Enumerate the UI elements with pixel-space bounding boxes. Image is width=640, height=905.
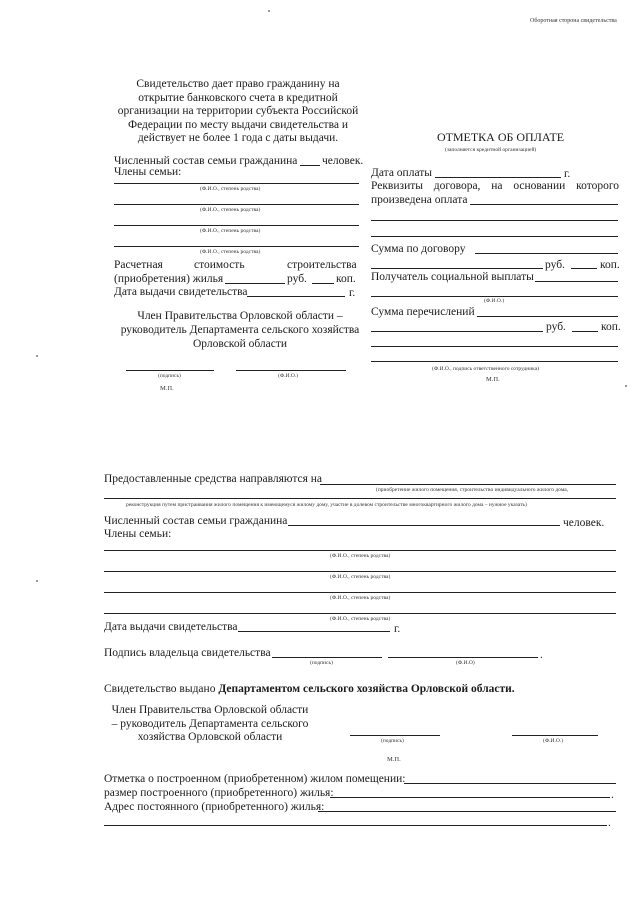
contract-sum-kop-field[interactable] (571, 268, 597, 269)
scan-speck (625, 385, 627, 387)
member-caption: (Ф.И.О., степень родства) (200, 186, 261, 192)
stamp-place: М.П. (387, 756, 401, 763)
issue-date-field[interactable] (238, 631, 390, 632)
family-count-field[interactable] (288, 525, 560, 526)
transfer-details-field[interactable] (371, 346, 618, 347)
housing-mark-label: Отметка о построенном (приобретенном) жилом помещении: (104, 773, 406, 785)
signature-caption: (подпись) (310, 660, 333, 666)
stamp-place: М.П. (486, 376, 500, 383)
kop-label: коп. (600, 259, 620, 271)
member-caption: (Ф.И.О., степень родства) (200, 228, 261, 234)
rub-label: руб. (545, 259, 565, 271)
scan-speck (36, 355, 38, 357)
family-count-field[interactable] (300, 165, 320, 166)
recipient-field[interactable] (535, 281, 618, 282)
scan-speck (36, 580, 38, 582)
member-caption: (Ф.И.О., степень родства) (200, 249, 261, 255)
fio-field[interactable] (236, 370, 346, 371)
official-title: Член Правительства Орловской области – руководитель Департамента сельского хозяйства Орловской области (120, 310, 360, 350)
issue-date-label: Дата выдачи свидетельства (104, 621, 238, 633)
contract-sum-rub-field[interactable] (371, 268, 543, 269)
period-mark: . (608, 817, 611, 829)
housing-mark-field[interactable] (404, 783, 616, 784)
cost-word-3: строительства (287, 259, 357, 271)
year-mark: г. (394, 623, 401, 635)
transfer-sum-rub-field[interactable] (371, 331, 543, 332)
transfer-sum-label: Сумма перечислений (371, 306, 475, 318)
period-mark: . (540, 649, 543, 661)
cost-line2-label: (приобретения) жилья (114, 273, 224, 285)
owner-sign-label: Подпись владельца свидетельства (104, 647, 271, 659)
pay-date-label: Дата оплаты (371, 167, 432, 179)
corner-label: Оборотная сторона свидетельства (530, 18, 617, 24)
contract-field[interactable] (371, 236, 618, 237)
contract-sum-field[interactable] (475, 253, 618, 254)
member-field[interactable] (114, 246, 359, 247)
official-signature-field[interactable] (350, 735, 440, 736)
member-caption: (Ф.И.О., степень родства) (330, 553, 391, 559)
signature-caption: (подпись) (381, 738, 404, 744)
housing-size-field[interactable] (330, 797, 610, 798)
contract-details-label: Реквизиты договора, на основании которого произведена оплата (371, 180, 619, 206)
issued-statement (104, 682, 515, 696)
rub-label: руб. (287, 273, 307, 285)
transfer-sum-field[interactable] (477, 316, 618, 317)
owner-signature-field[interactable] (272, 657, 382, 658)
year-mark: г. (349, 287, 356, 299)
signature-field[interactable] (126, 370, 214, 371)
member-field[interactable] (104, 613, 616, 614)
owner-fio-field[interactable] (388, 657, 538, 658)
contract-sum-label: Сумма по договору (371, 243, 466, 255)
housing-address-field[interactable] (318, 811, 616, 812)
member-caption: (Ф.И.О., степень родства) (330, 595, 391, 601)
member-caption: (Ф.И.О., степень родства) (330, 616, 391, 622)
payment-title: ОТМЕТКА ОБ ОПЛАТЕ (437, 130, 565, 144)
fio-caption: (Ф.И.О.) (543, 738, 564, 744)
rights-paragraph: Свидетельство дает право гражданину на открытие банковского счета в кредитной организации на территории субъекта Российской Федерации по месту выдачи свидетельства и действует не более 1 года с даты выдачи. (117, 78, 359, 144)
rub-label: руб. (546, 321, 566, 333)
family-count-suffix: человек. (322, 155, 364, 167)
issue-date-field[interactable] (247, 296, 345, 297)
members-label: Члены семьи: (104, 528, 172, 540)
kop-label: коп. (336, 273, 356, 285)
transfer-sum-kop-field[interactable] (572, 331, 598, 332)
housing-address-field-2[interactable] (104, 825, 607, 826)
recipient-caption: (Ф.И.О.) (484, 298, 505, 304)
funds-purpose-field[interactable] (320, 484, 616, 485)
member-field[interactable] (104, 571, 616, 572)
period-mark: . (611, 789, 614, 801)
responsible-caption: (Ф.И.О., подпись ответственного сотрудника) (432, 366, 540, 372)
fio-caption: (Ф.И.О.) (278, 373, 299, 379)
member-field[interactable] (104, 550, 616, 551)
kop-label: коп. (601, 321, 621, 333)
fio-caption: (Ф.И.О) (456, 660, 475, 666)
official-title: Член Правительства Орловской области – руководитель Департамента сельского хозяйства Орловской области (111, 704, 309, 743)
family-count-suffix: человек. (563, 517, 605, 529)
member-field[interactable] (114, 225, 359, 226)
family-count-label: Численный состав семьи гражданина (104, 515, 288, 527)
funds-purpose-label: Предоставленные средства направляются на (104, 473, 323, 485)
funds-caption-1: (приобретение жилого помещения, строительство индивидуального жилого дома, (376, 487, 569, 493)
housing-address-label: Адрес постоянного (приобретенного) жилья: (104, 801, 325, 813)
cost-word-1: Расчетная (114, 259, 163, 271)
official-fio-field[interactable] (512, 735, 598, 736)
payment-subtitle: (заполняется кредитной организацией) (445, 147, 537, 153)
issue-date-label: Дата выдачи свидетельства (114, 286, 248, 298)
stamp-place: М.П. (160, 385, 174, 392)
member-field[interactable] (114, 183, 359, 184)
scan-speck (268, 10, 270, 12)
member-field[interactable] (104, 592, 616, 593)
cost-word-2: стоимость (194, 259, 245, 271)
funds-purpose-field-2[interactable] (104, 498, 616, 499)
family-count-label: Численный состав семьи гражданина (114, 155, 298, 167)
member-field[interactable] (114, 204, 359, 205)
funds-caption-2: реконструкция путем пристраивания жилого помещения к имеющемуся жилому дому, участие в долевом строительстве многоквартирного жилого дома – нужное указать) (126, 502, 527, 508)
issued-by: Департаментом сельского хозяйства Орловской области. (218, 683, 515, 695)
contract-field[interactable] (470, 204, 618, 205)
recipient-field[interactable] (371, 296, 618, 297)
year-mark: г. (564, 168, 571, 180)
cost-kop-field[interactable] (312, 283, 334, 284)
member-caption: (Ф.И.О., степень родства) (330, 574, 391, 580)
recipient-label: Получатель социальной выплаты (371, 271, 534, 283)
member-caption: (Ф.И.О., степень родства) (200, 207, 261, 213)
pay-date-field[interactable] (435, 177, 561, 178)
contract-field[interactable] (371, 220, 618, 221)
issued-prefix: Свидетельство выдано (104, 683, 216, 695)
responsible-field[interactable] (371, 361, 618, 362)
signature-caption: (подпись) (158, 373, 181, 379)
members-label: Члены семьи: (114, 166, 182, 178)
housing-size-label: размер построенного (приобретенного) жилья: (104, 787, 334, 799)
cost-rub-field[interactable] (225, 283, 285, 284)
